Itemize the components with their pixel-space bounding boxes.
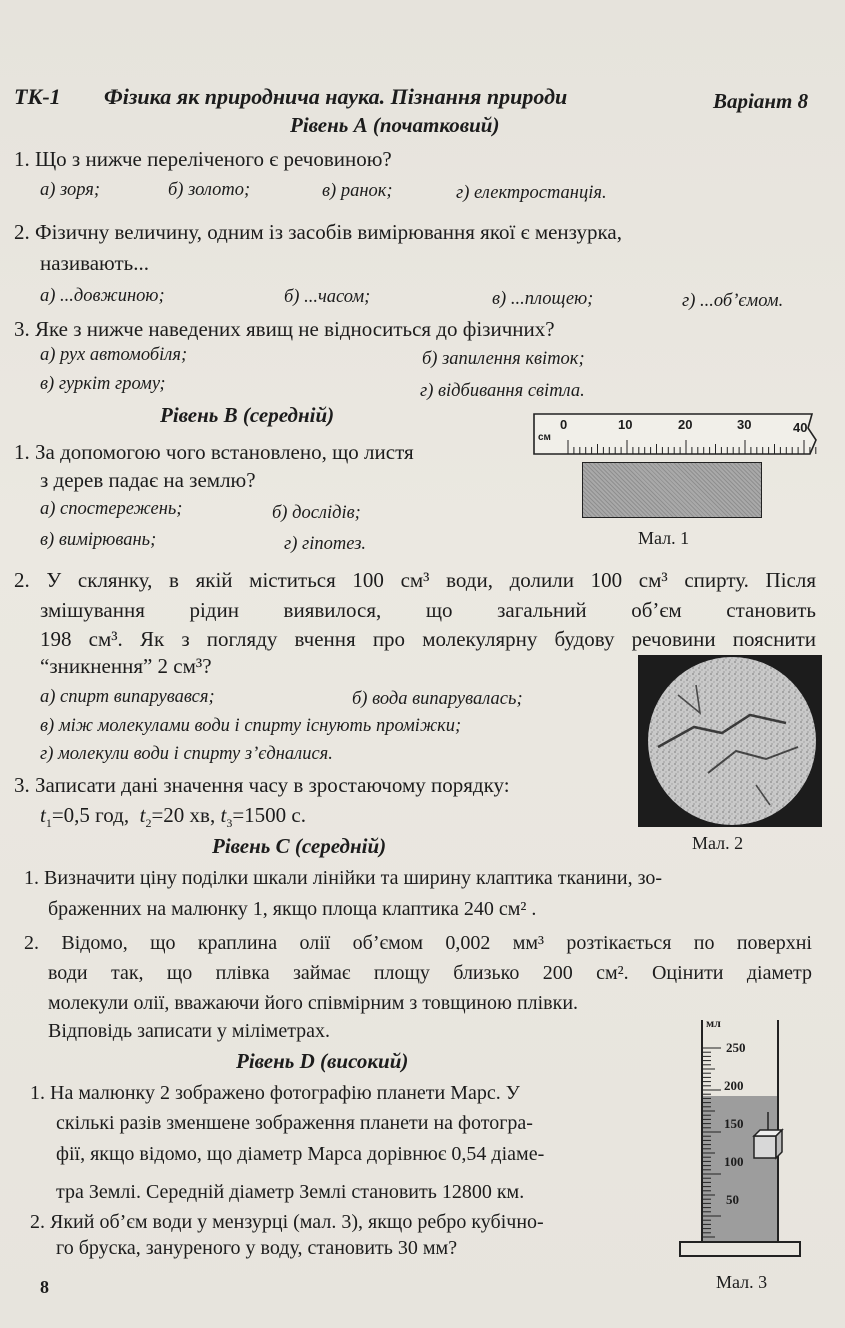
level-a-title: Рівень А (початковий) xyxy=(290,113,500,137)
cylinder-tick-50: 50 xyxy=(726,1192,739,1207)
level-a-q1-option-c: в) ранок; xyxy=(322,181,393,201)
test-title: Фізика як природнича наука. Пізнання природи xyxy=(104,84,568,109)
ruler-unit: см xyxy=(538,432,551,443)
figure-2-mars-photo xyxy=(638,655,822,827)
level-b-q1-line1: 1. За допомогою чого встановлено, що листя xyxy=(14,440,414,464)
level-b-q2-line4: “зникнення” 2 см³? xyxy=(40,654,212,678)
t2-index: 2 xyxy=(145,816,152,831)
cylinder-tick-250: 250 xyxy=(726,1040,746,1055)
ruler-tick-20: 20 xyxy=(678,417,693,432)
t2-value: =20 хв, xyxy=(151,803,216,827)
ruler-tick-30: 30 xyxy=(737,417,752,432)
level-a-q3: 3. Яке з нижче наведених явищ не відноситься до фізичних? xyxy=(14,317,555,341)
t1-symbol: t xyxy=(40,803,46,827)
t1-value: =0,5 год, xyxy=(51,803,130,827)
level-b-q3-values xyxy=(40,802,306,836)
level-a-q1: 1. Що з нижче переліченого є речовиною? xyxy=(14,147,392,171)
ruler-tick-40: 40 xyxy=(793,420,808,435)
t3-value: =1500 с. xyxy=(232,803,306,827)
figure-1-caption: Мал. 1 xyxy=(638,528,690,548)
level-c-title: Рівень С (середній) xyxy=(212,834,387,858)
test-code: ТК-1 xyxy=(14,84,61,109)
level-b-q2-line3: 198 см³. Як з погляду вчення про молекулярну будову речовини пояснити xyxy=(40,627,816,651)
level-a-q2-line1: 2. Фізичну величину, одним із засобів вимірювання якої є мензурка, xyxy=(14,220,622,244)
level-b-q1-option-d: г) гіпотез. xyxy=(284,534,367,554)
cylinder-unit: мл xyxy=(706,1016,721,1030)
cylinder-graphic xyxy=(676,1012,822,1266)
level-c-q2-line1: 2. Відомо, що краплина олії об’ємом 0,002 мм³ розтікається по поверхні xyxy=(24,932,812,954)
level-d-title: Рівень D (високий) xyxy=(236,1049,409,1073)
level-c-q2-line3: молекули олії, вважаючи його співмірним з товщиною плівки. xyxy=(48,992,579,1014)
ruler-tick-0: 0 xyxy=(560,417,568,432)
level-b-q2-line1: 2. У склянку, в якій міститься 100 см³ води, долили 100 см³ спирту. Після xyxy=(14,568,816,592)
level-b-q2-line2: змішування рідин виявилося, що загальний об’єм становить xyxy=(40,598,816,622)
level-a-q2-option-b: б) ...часом; xyxy=(284,287,371,307)
level-a-q1-option-a: а) зоря; xyxy=(40,180,101,200)
level-a-q2-option-a: а) ...довжиною; xyxy=(40,286,165,306)
level-a-q3-option-c: в) гуркіт грому; xyxy=(40,374,166,394)
level-c-q1-line1: 1. Визначити ціну поділки шкали лінійки та ширину клаптика тканини, зо- xyxy=(24,867,663,889)
figure-3-measuring-cylinder xyxy=(676,1012,822,1266)
mars-image xyxy=(638,655,822,827)
level-b-q1-option-b: б) дослідів; xyxy=(272,503,361,523)
level-b-title: Рівень В (середній) xyxy=(160,403,335,427)
ruler-graphic xyxy=(530,410,822,466)
level-d-q2-line2: го бруска, зануреного у воду, становить 30 мм? xyxy=(56,1237,458,1259)
level-a-q2-option-c: в) ...площею; xyxy=(492,289,594,309)
cylinder-tick-100: 100 xyxy=(724,1154,744,1169)
level-d-q1-line1: 1. На малюнку 2 зображено фотографію планети Марс. У xyxy=(30,1082,520,1104)
level-c-q2-line4: Відповідь записати у міліметрах. xyxy=(48,1020,331,1042)
level-d-q2-line1: 2. Який об’єм води у мензурці (мал. 3), якщо ребро кубічно- xyxy=(30,1211,544,1233)
variant-label: Варіант 8 xyxy=(713,89,809,113)
level-b-q3-line1: 3. Записати дані значення часу в зростаючому порядку: xyxy=(14,773,510,797)
figure-2-caption: Мал. 2 xyxy=(692,833,744,853)
level-d-q1-line4: тра Землі. Середній діаметр Землі становить 12800 км. xyxy=(56,1181,525,1203)
level-b-q2-option-d: г) молекули води і спирту з’єдналися. xyxy=(40,744,333,764)
level-c-q1-line2: браженних на малюнку 1, якщо площа клаптика 240 см² . xyxy=(48,898,537,920)
level-b-q2-option-c: в) між молекулами води і спирту існують проміжки; xyxy=(40,716,462,736)
t3-index: 3 xyxy=(226,816,233,831)
level-b-q1-line2: з дерев падає на землю? xyxy=(40,468,256,492)
figure-3-caption: Мал. 3 xyxy=(716,1272,768,1292)
level-d-q1-line3: фії, якщо відомо, що діаметр Марса дорівнює 0,54 діаме- xyxy=(56,1143,545,1165)
level-a-q3-option-d: г) відбивання світла. xyxy=(420,381,585,401)
level-c-q2-line2: води так, що плівка займає площу близько 200 см². Оцінити діаметр xyxy=(48,962,812,984)
ruler-tick-10: 10 xyxy=(618,417,633,432)
cylinder-tick-200: 200 xyxy=(724,1078,744,1093)
cylinder-tick-150: 150 xyxy=(724,1116,744,1131)
level-d-q1-line2: скількі разів зменшене зображення планети на фотогра- xyxy=(56,1112,533,1134)
level-a-q3-option-a: а) рух автомобіля; xyxy=(40,345,188,365)
level-a-q1-option-d: г) електростанція. xyxy=(456,183,607,203)
fabric-piece xyxy=(582,462,762,518)
figure-1-ruler xyxy=(530,410,822,466)
level-b-q2-option-b: б) вода випарувалась; xyxy=(352,689,523,709)
t1-index: 1 xyxy=(45,816,52,831)
t2-symbol: t xyxy=(139,803,146,827)
level-b-q2-option-a: а) спирт випарувався; xyxy=(40,687,215,707)
level-a-q2-line2: називають... xyxy=(40,251,149,275)
level-b-q1-option-c: в) вимірювань; xyxy=(40,530,157,550)
page-number: 8 xyxy=(40,1277,49,1297)
level-a-q1-option-b: б) золото; xyxy=(168,180,251,200)
t3-symbol: t xyxy=(220,803,227,827)
level-a-q3-option-b: б) запилення квіток; xyxy=(422,349,585,369)
level-b-q1-option-a: а) спостережень; xyxy=(40,499,183,519)
level-a-q2-option-d: г) ...об’ємом. xyxy=(682,291,784,311)
